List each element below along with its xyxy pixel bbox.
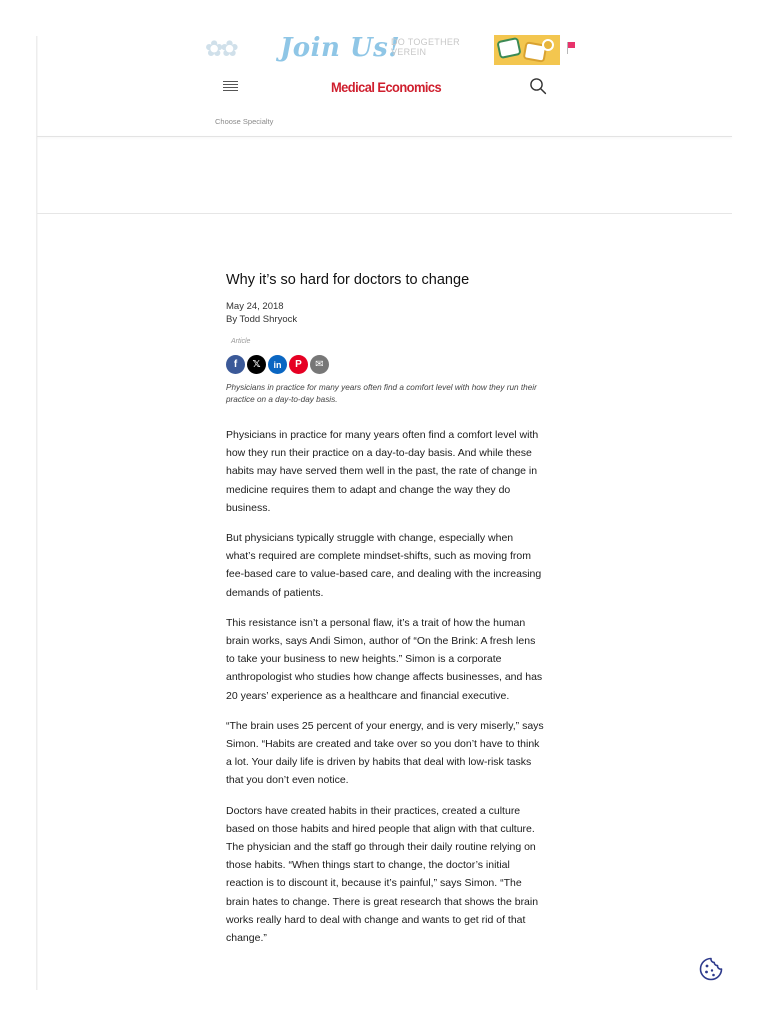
ad-choices-icon[interactable] — [567, 42, 575, 54]
choose-specialty-link[interactable]: Choose Specialty — [215, 117, 274, 126]
article-title: Why it’s so hard for doctors to change — [226, 272, 470, 288]
pinterest-share-button[interactable] — [289, 355, 308, 374]
article-paragraph: But physicians typically struggle with change, especially when what’s required are complete mindset-shifts, such as moving from fee-based care to value-based care, and dealing with the increasing demands of patients. — [226, 532, 542, 599]
article-body — [226, 426, 546, 947]
ad-title: Join Us! — [280, 33, 401, 63]
search-icon[interactable] — [529, 77, 547, 95]
cookie-icon[interactable] — [698, 956, 724, 982]
hamburger-icon[interactable] — [223, 81, 238, 91]
ad-decoration: ✿✿ — [205, 36, 236, 61]
ad-artwork — [494, 35, 560, 65]
article-date: May 24, 2018 — [226, 301, 284, 312]
email-share-button[interactable] — [310, 355, 329, 374]
pinterest-icon: P — [295, 359, 302, 370]
linkedin-share-button[interactable] — [268, 355, 287, 374]
article-paragraph: Doctors have created habits in their practices, created a culture based on those habits and hired people that align with that culture. The physician and the staff go through their daily routine relying on those habits. “When things start to change, the doctor’s initial reaction is to discount it, because it’s painful,” says Simon. “The brain hates to change. There is great research that shows the brain works really hard to deal with change and wants to get rid of that change.” — [226, 804, 539, 945]
facebook-icon: f — [233, 359, 238, 370]
x-share-button[interactable] — [247, 355, 266, 374]
article — [226, 270, 546, 959]
image-caption: Physicians in practice for many years often find a comfort level with how they run their practice on a day-to-day basis. — [226, 383, 537, 404]
email-icon: ✉ — [315, 359, 324, 370]
article-paragraph: “The brain uses 25 percent of your energy, and is very miserly,” says Simon. “Habits are created and take over so you don’t have to think a lot. Your daily life is driven by habits that deal with low-risk tasks that you don’t even notice. — [226, 719, 544, 787]
ad-banner[interactable] — [205, 35, 577, 65]
linkedin-icon: in — [273, 359, 282, 370]
article-paragraph: This resistance isn’t a personal flaw, it’s a trait of how the human brain works, says Andi Simon, author of “On the Brink: A fresh lens to take your business to new heights.” Simon is a corporate anthropologist who studies how change affects businesses, and has 20 years’ experience as a healthcare and financial executive. — [226, 616, 543, 702]
facebook-share-button[interactable] — [226, 355, 245, 374]
header-divider — [37, 136, 732, 137]
article-byline[interactable]: By Todd Shryock — [226, 314, 298, 325]
ad-subtitle: DO TOGETHER VEREIN — [391, 37, 460, 57]
site-logo[interactable]: Medical Economics — [331, 79, 442, 95]
ad-slot-divider — [37, 213, 732, 214]
page-edge — [36, 36, 38, 990]
share-bar — [226, 355, 546, 374]
article-type: Article — [231, 338, 251, 345]
article-paragraph: Physicians in practice for many years often find a comfort level with how they run their practice on a day-to-day basis. And while these habits may have served them well in the past, the rate of change in medicine requires them to adapt and change the way they do business. — [226, 429, 539, 514]
x-icon: 𝕏 — [252, 359, 261, 370]
